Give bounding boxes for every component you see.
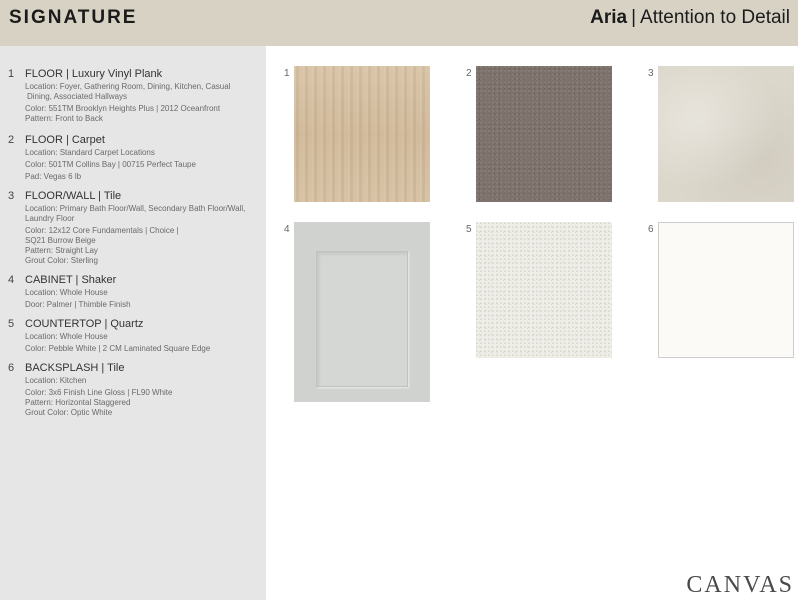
collection-tagline: Attention to Detail (640, 7, 790, 28)
item-detail-location: Location: Foyer, Gathering Room, Dining, Kitchen, Casual (25, 82, 231, 91)
item-number: 2 (8, 134, 15, 146)
item-detail-color: Color: Pebble White | 2 CM Laminated Square Edge (25, 344, 211, 353)
item-detail-color: Color: 551TM Brooklyn Heights Plus | 2012 Oceanfront (25, 104, 221, 113)
item-detail-pattern: Pattern: Front to Back (25, 114, 103, 123)
swatch-quartz-countertop (476, 222, 612, 358)
item-detail-color-cont: SQ21 Burrow Beige (25, 236, 96, 245)
item-detail-door: Door: Palmer | Thimble Finish (25, 300, 131, 309)
item-details (25, 148, 257, 182)
item-detail-location: Location: Whole House (25, 288, 108, 297)
canvas-logo: CANVAS (686, 572, 794, 598)
item-detail-color: Color: 501TM Collins Bay | 00715 Perfect Taupe (25, 160, 196, 169)
item-title: CABINET | Shaker (25, 274, 117, 286)
swatch-carpet (476, 66, 612, 202)
item-details (25, 204, 257, 266)
brand-title: SIGNATURE (9, 7, 138, 28)
item-detail-pattern: Pattern: Horizontal Staggered (25, 398, 131, 407)
item-detail-location-cont: Laundry Floor (25, 214, 75, 223)
item-number: 3 (8, 190, 15, 202)
swatch-number: 1 (284, 68, 290, 79)
item-detail-location-cont: Dining, Associated Hallways (27, 92, 128, 101)
item-details (25, 332, 257, 354)
item-details (25, 376, 257, 418)
item-detail-grout: Grout Color: Optic White (25, 408, 113, 417)
swatch-cabinet-door (294, 222, 430, 402)
swatch-number: 3 (648, 68, 654, 79)
swatch-luxury-vinyl-plank (294, 66, 430, 202)
item-detail-location: Location: Kitchen (25, 376, 87, 385)
swatch-number: 4 (284, 224, 290, 235)
item-title: FLOOR/WALL | Tile (25, 190, 122, 202)
item-number: 4 (8, 274, 15, 286)
header-bar (0, 0, 798, 46)
item-detail-location: Location: Primary Bath Floor/Wall, Secondary Bath Floor/Wall, (25, 204, 246, 213)
item-detail-pad: Pad: Vegas 6 lb (25, 172, 82, 181)
swatch-number: 2 (466, 68, 472, 79)
item-details (25, 288, 257, 310)
swatch-floor-wall-tile (658, 66, 794, 202)
item-details (25, 82, 257, 124)
item-detail-grout: Grout Color: Sterling (25, 256, 98, 265)
collection-title (590, 7, 790, 29)
item-number: 1 (8, 68, 15, 80)
item-title: FLOOR | Carpet (25, 134, 105, 146)
cabinet-raised-panel (316, 251, 408, 387)
item-detail-location: Location: Whole House (25, 332, 108, 341)
item-number: 6 (8, 362, 15, 374)
item-detail-location: Location: Standard Carpet Locations (25, 148, 155, 157)
item-title: FLOOR | Luxury Vinyl Plank (25, 68, 163, 80)
item-title: COUNTERTOP | Quartz (25, 318, 144, 330)
collection-name: Aria (590, 7, 628, 28)
item-detail-pattern: Pattern: Straight Lay (25, 246, 98, 255)
swatch-number: 5 (466, 224, 472, 235)
item-detail-color: Color: 3x6 Finish Line Gloss | FL90 White (25, 388, 173, 397)
swatch-backsplash-tile (658, 222, 794, 358)
item-detail-color: Color: 12x12 Core Fundamentals | Choice | (25, 226, 179, 235)
title-separator: | (631, 7, 637, 28)
swatch-number: 6 (648, 224, 654, 235)
selection-list (0, 46, 266, 600)
item-title: BACKSPLASH | Tile (25, 362, 125, 374)
item-number: 5 (8, 318, 15, 330)
